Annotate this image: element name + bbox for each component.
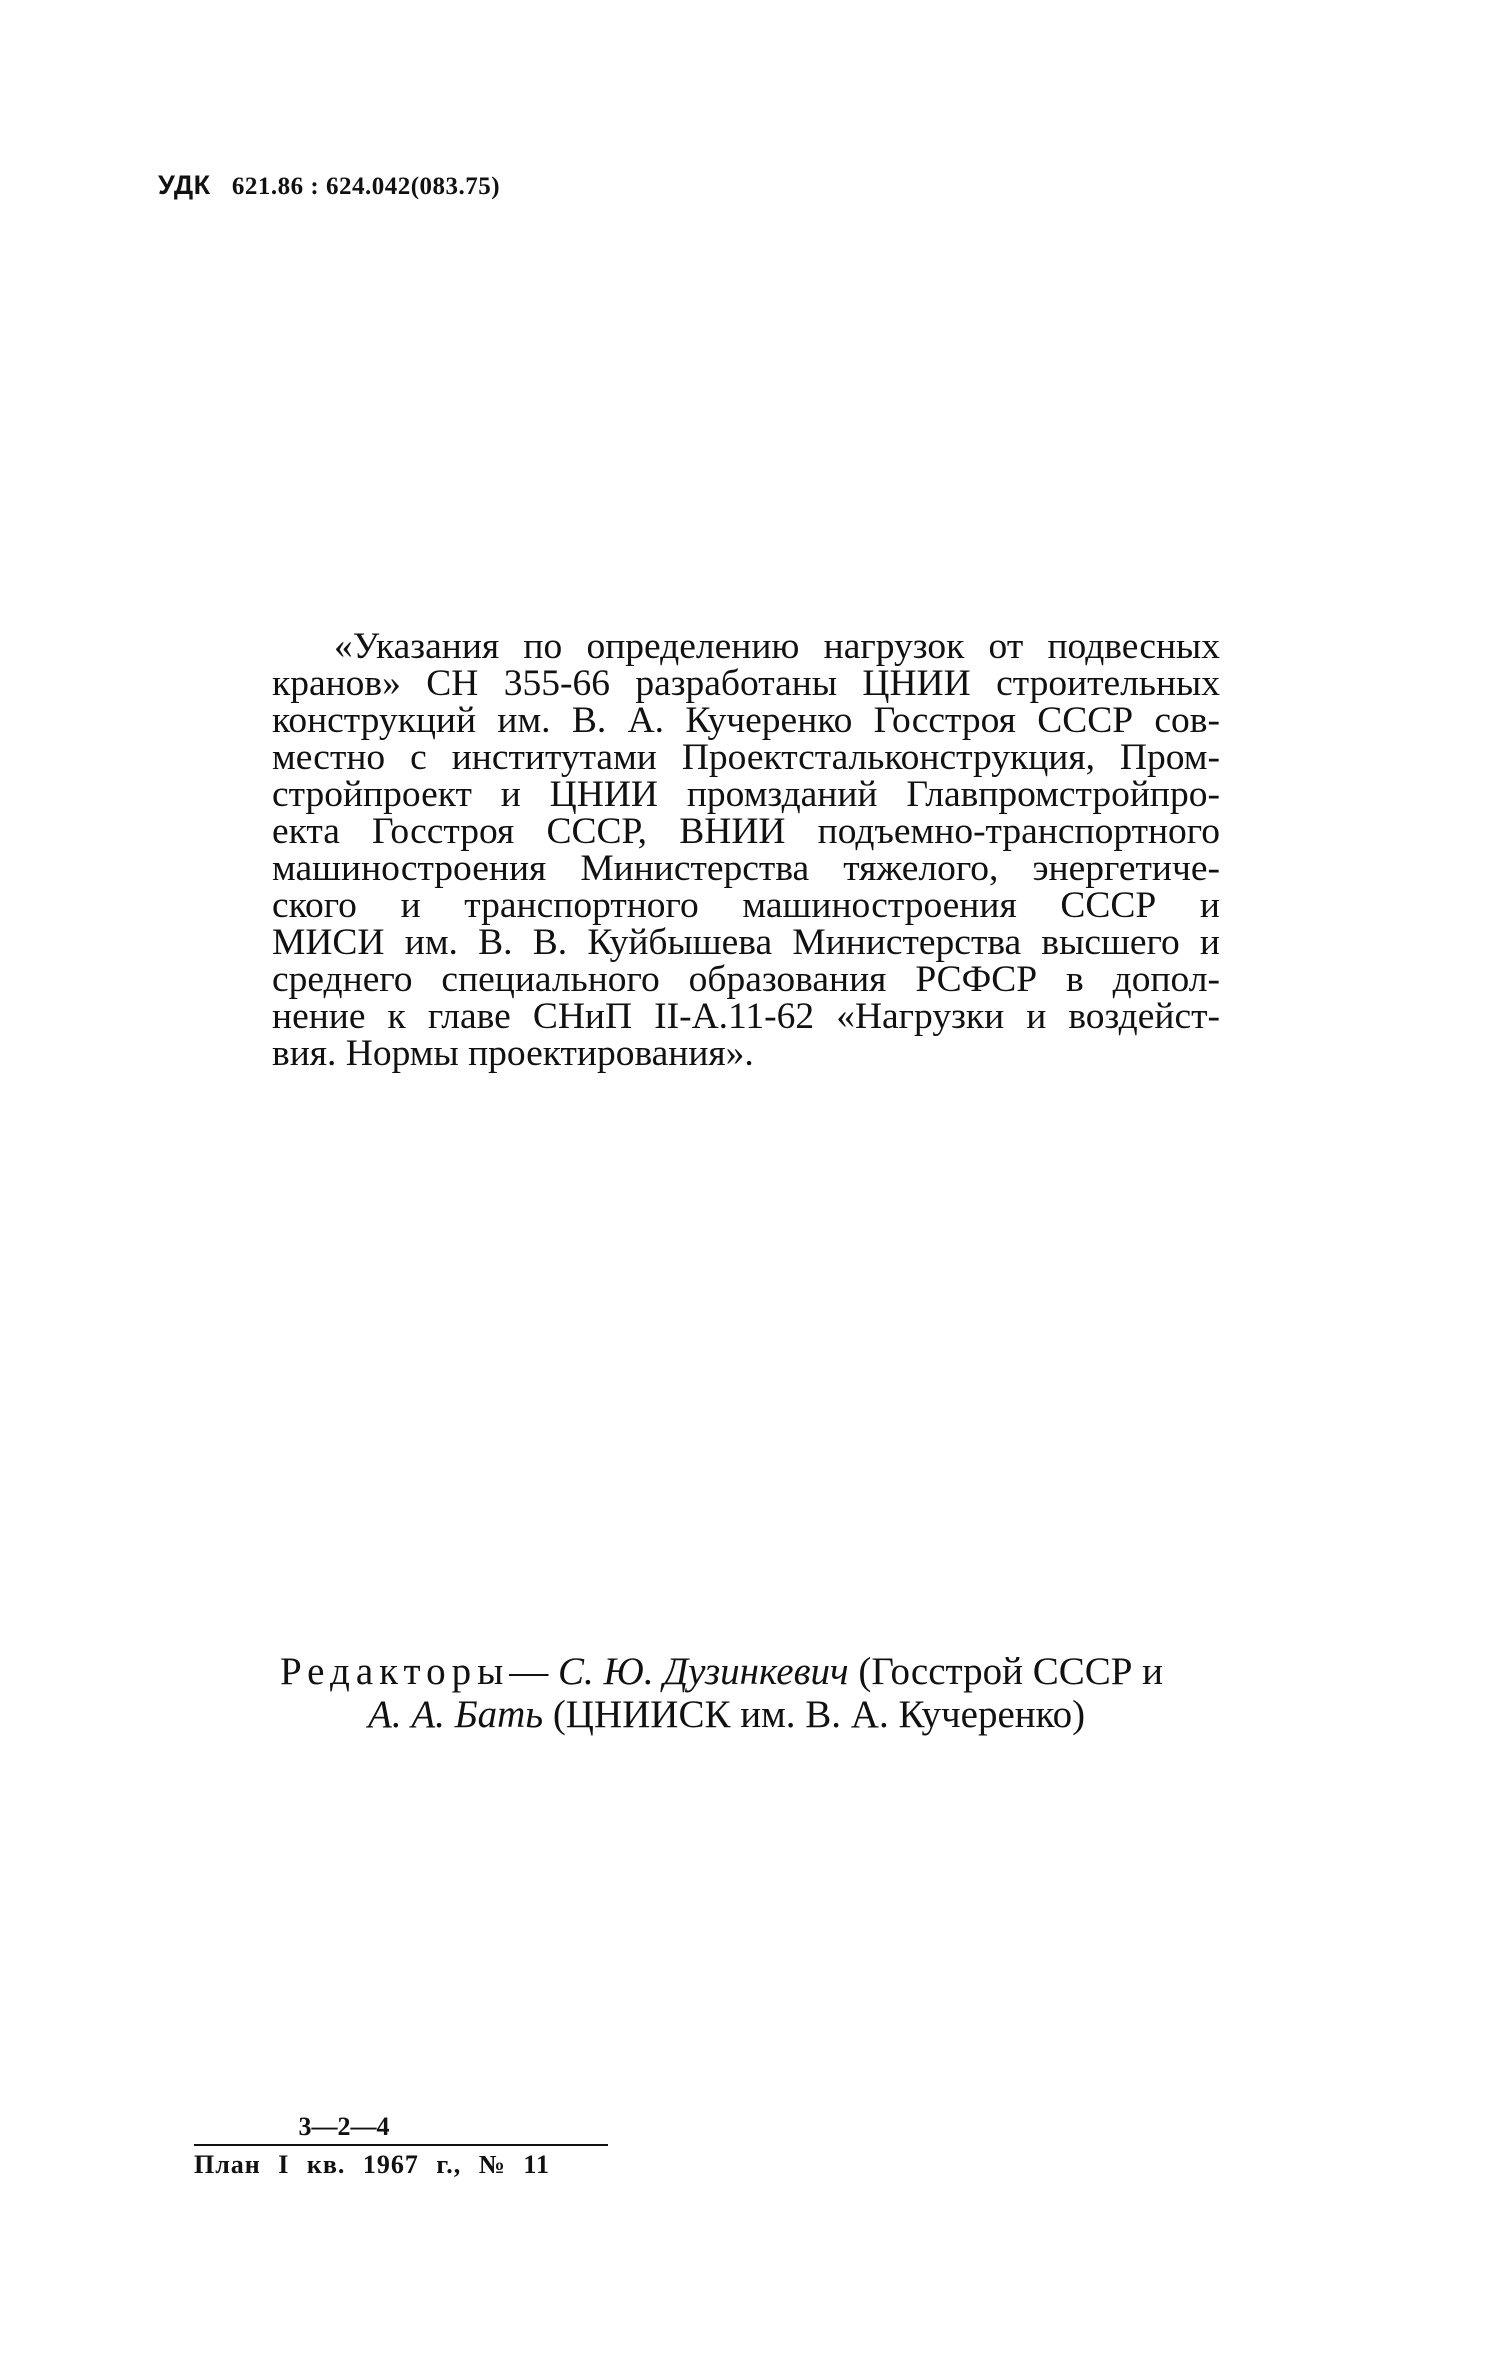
paragraph-line: среднего специального образования РСФСР в допол- xyxy=(272,959,1220,1000)
plan-divider xyxy=(194,2144,608,2146)
publication-plan xyxy=(194,2112,614,2180)
udk-code: 621.86 : 624.042(083.75) xyxy=(231,173,501,200)
editor-2-org: (ЦНИИСК им. В. А. Кучеренко) xyxy=(552,1693,1086,1736)
paragraph-line: вия. Нормы проектирования». xyxy=(272,1033,754,1074)
paragraph-line: конструкций им. В. А. Кучеренко Госстроя СССР сов- xyxy=(272,700,1220,741)
editors-dash: — xyxy=(509,1650,549,1693)
udk-label: УДК xyxy=(158,170,211,200)
editors-row-1 xyxy=(280,1650,1230,1693)
paragraph-line: кранов» СН 355-66 разработаны ЦНИИ строительных xyxy=(272,663,1220,704)
annotation-paragraph xyxy=(272,628,1220,1072)
editor-1-org: (Госстрой СССР и xyxy=(858,1650,1164,1693)
editors-row-2 xyxy=(280,1693,1230,1736)
paragraph-line: машиностроения Министерства тяжелого, энергетиче- xyxy=(272,848,1220,889)
paragraph-line: местно с институтами Проектстальконструкция, Пром- xyxy=(272,737,1220,778)
paragraph-line: МИСИ им. В. В. Куйбышева Министерства высшего и xyxy=(272,922,1220,963)
udk-line xyxy=(158,170,500,201)
editors-label: Редакторы xyxy=(280,1650,510,1693)
paragraph-line: нение к главе СНиП II-А.11-62 «Нагрузки и воздейст- xyxy=(272,996,1220,1037)
paragraph-line: стройпроект и ЦНИИ промзданий Главпромстройпро- xyxy=(272,774,1220,815)
editors-block xyxy=(280,1650,1230,1736)
paragraph-line: екта Госстроя СССР, ВНИИ подъемно-транспортного xyxy=(272,811,1220,852)
paragraph-line: «Указания по определению нагрузок от подвесных xyxy=(334,626,1220,667)
editor-1-name: С. Ю. Дузинкевич xyxy=(558,1650,849,1693)
editor-2-name: А. А. Бать xyxy=(368,1693,544,1736)
paragraph-line: ского и транспортного машиностроения СССР и xyxy=(272,885,1220,926)
plan-code: 3—2—4 xyxy=(298,2112,390,2141)
plan-line: План I кв. 1967 г., № 11 xyxy=(194,2150,550,2179)
